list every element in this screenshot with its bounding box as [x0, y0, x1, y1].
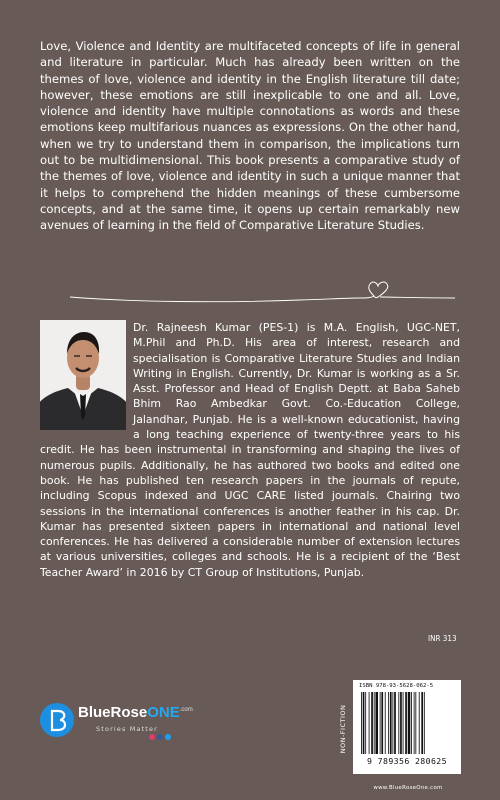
isbn-text: ISBN 978-93-5628-062-5	[359, 683, 434, 689]
social-media-icons	[148, 733, 178, 741]
author-bio	[40, 320, 460, 580]
author-bio-text: Dr. Rajneesh Kumar (PES-1) is M.A. English, UGC-NET, M.Phil and Ph.D. His area of interest, research and specialisation is Comparative Literature Studies and Indian Writing in English. Currently, Dr. Kumar is working as a Sr. Asst. Professor and Head of English Deptt. at Baba Saheb Bhim Rao Ambedkar Govt. Co.-Education College, Jalandhar, Punjab. He is a well-known educationist, having a long teaching experience of twenty-three years to his credit. He has been instrumental in transforming and shaping the lives of numerous pupils. Additionally, he has authored two books and edited one book. He has published ten research papers in the journals of repute, including Scopus indexed and UGC CARE listed journals. Chairing two sessions in the international conferences is another feather in his cap. Dr. Kumar has presented sixteen papers in international and national level conferences. He has delivered a considerable number of extension lectures at various universities, colleges and schools. He is a recipient of the ‘Best Teacher Award’ in 2016 by CT Group of Institutions, Punjab.	[40, 321, 460, 579]
heart-divider-icon	[70, 276, 455, 304]
publisher-name-part1: BlueRose	[78, 704, 148, 721]
barcode-number: 9 789356 280625	[367, 756, 447, 766]
bluerose-logo-icon	[40, 703, 74, 737]
publisher-name-suffix: .com	[179, 707, 193, 713]
genre-label	[337, 684, 349, 774]
book-blurb: Love, Violence and Identity are multifaceted concepts of life in general and literature in particular. Much has already been written on the themes of love, violence and identity in the English literature till date; however, these emotions are still inexplicable to one and all. Love, violence and identity have multiple connotations as words and these emotions keep multifarious nuances as expressions. On the other hand, when we try to understand them in comparison, the implications turn out to be multidimensional. This book presents a comparative study of the themes of love, violence and identity in such a unique manner that it helps to comprehend the hidden meanings of these cumbersome concepts, and at the same time, it opens up certain remarkably new avenues of learning in the field of Comparative Literature Studies.	[40, 39, 460, 233]
publisher-name-part2: ONE	[147, 704, 180, 721]
barcode-icon	[361, 692, 453, 754]
website-url: www.BlueRoseOne.com	[373, 785, 443, 791]
price-label: INR 313	[428, 634, 457, 643]
genre-text: NON-FICTION	[339, 704, 347, 754]
publisher-name	[78, 704, 193, 721]
publisher-tagline: Stories Matter	[96, 725, 158, 733]
isbn-barcode	[353, 680, 461, 774]
